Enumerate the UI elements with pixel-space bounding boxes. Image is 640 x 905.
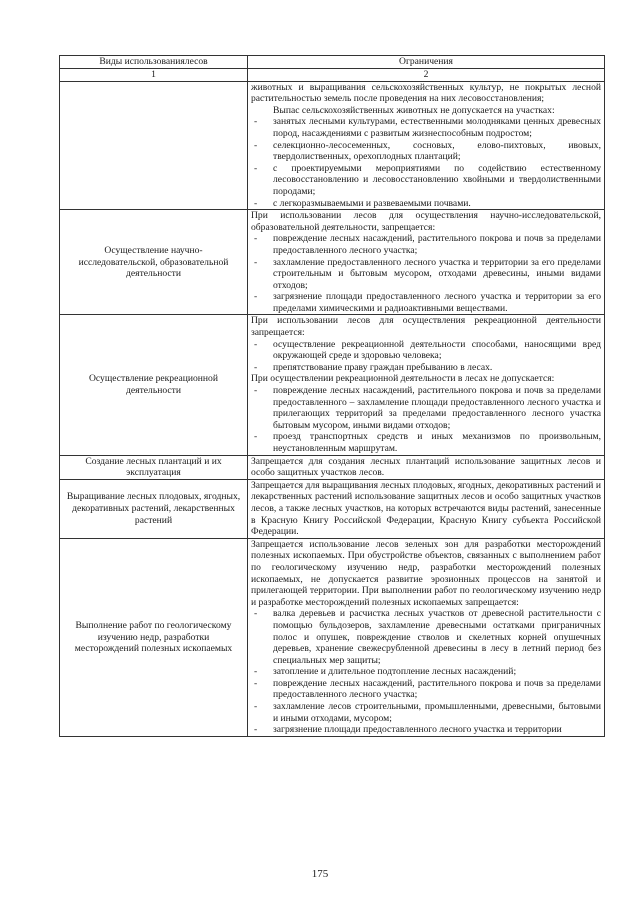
restriction-paragraph: При использовании лесов для осуществления рекреационной деятельности запрещается:: [251, 315, 601, 339]
table-header-row: [60, 56, 605, 69]
list-item: [251, 163, 601, 198]
list-item-text: селекционно-лесосеменных, сосновых, елово-пихтовых, ивовых, твердолиственных, орехоплодных плантаций;: [273, 139, 601, 163]
list-item: [251, 666, 601, 678]
column-number-row: [60, 69, 605, 82]
list-item: [251, 116, 601, 139]
bullet-dash: -: [254, 233, 258, 245]
bullet-dash: -: [254, 385, 258, 397]
restriction-list: [251, 385, 601, 455]
list-item: [251, 291, 601, 314]
usage-type-cell: Создание лесных плантаций и их эксплуатация: [60, 455, 248, 479]
list-item-text: с проектируемыми мероприятиями по содействию естественному лесовосстановлению и лесовосстановлению хвойными и твердолиственными породами;: [273, 162, 601, 197]
list-item-text: занятых лесными культурами, естественными молодняками ценных древесных пород, насаждениями с развитым жизнеспособным подростом;: [273, 116, 601, 139]
list-item-text: валка деревьев и расчистка лесных участков от древесной растительности с помощью бульдозеров, захламление древесными остатками приграничных полос и опушек, повреждение стволов и скелетных корней опушечных деревьев, хранение свежесрубленной древесины в лесу в летний период без специальных мер защиты;: [273, 608, 601, 666]
list-item: [251, 385, 601, 431]
list-item-text: с легкоразмываемыми и развеваемыми почвами.: [273, 197, 471, 209]
restrictions-cell: [248, 479, 605, 538]
restriction-list: [251, 116, 601, 209]
list-item: [251, 339, 601, 362]
bullet-dash: -: [254, 677, 258, 689]
bullet-dash: -: [254, 431, 258, 443]
usage-type-cell: Выполнение работ по геологическому изучению недр, разработки месторождений полезных ископаемых: [60, 538, 248, 736]
restriction-paragraph: Выпас сельскохозяйственных животных не допускается на участках:: [273, 104, 555, 116]
header-restrictions: Ограничения: [248, 56, 605, 69]
restrictions-cell: [248, 81, 605, 210]
restrictions-cell: [248, 315, 605, 455]
bullet-dash: -: [254, 256, 258, 268]
column-number-1: 1: [60, 69, 248, 82]
list-item-text: повреждение лесных насаждений, растительного покрова и почв за пределами предоставленного лесного участка;: [273, 677, 601, 701]
restriction-paragraph: При осуществлении рекреационной деятельности в лесах не допускается:: [251, 373, 555, 385]
list-item-text: загрязнение площади предоставленного лесного участка и территории за его пределами химическими и радиоактивными веществами.: [273, 291, 601, 314]
bullet-dash: -: [254, 139, 258, 151]
header-usage-types: Виды использованиялесов: [60, 56, 248, 69]
bullet-dash: -: [254, 291, 258, 303]
usage-type-cell: Выращивание лесных плодовых, ягодных, декоративных растений, лекарственных растений: [60, 479, 248, 538]
bullet-dash: -: [254, 197, 258, 209]
list-item: [251, 431, 601, 454]
list-item: [251, 198, 601, 210]
restriction-paragraph: Запрещается для выращивания лесных плодовых, ягодных, декоративных растений и лекарственных растений использование защитных лесов и особо защитных участков лесов, а также лесных участков, на которых встречаются виды растений, занесенные в Красную Книгу Российской Федерации, Красную Книгу субъекта Российской Федерации.: [251, 479, 601, 538]
usage-type-cell: Осуществление рекреационной деятельности: [60, 315, 248, 455]
restriction-paragraph: Запрещается для создания лесных плантаций использование защитных лесов и особо защитных участков лесов.: [251, 455, 601, 479]
bullet-dash: -: [254, 361, 258, 373]
restriction-paragraph: животных и выращивания сельскохозяйственных культур, не покрытых лесной растительностью земель после проведения на них лесовосстановления;: [251, 81, 601, 105]
restriction-list: [251, 339, 601, 374]
bullet-dash: -: [254, 338, 258, 350]
restrictions-table: [59, 55, 605, 737]
table-row: [60, 81, 605, 210]
bullet-dash: -: [254, 724, 258, 736]
list-item: [251, 257, 601, 292]
table-row: [60, 315, 605, 455]
table-row: [60, 210, 605, 315]
list-item: [251, 701, 601, 724]
list-item-text: препятствование праву граждан пребыванию в лесах.: [273, 361, 493, 373]
list-item: [251, 233, 601, 256]
restriction-paragraph: При использовании лесов для осуществления научно-исследовательской, образовательной деятельности, запрещается:: [251, 210, 601, 233]
list-item-text: затопление и длительное подтопление лесных насаждений;: [273, 666, 517, 678]
restrictions-cell: [248, 538, 605, 736]
list-item-text: повреждение лесных насаждений, растительного покрова и почв за пределами предоставленного – захламление площади предоставленного лесного участка и прилегающих территорий за пределами предоставленного лесного участка бытовым мусором, иными видами отходов;: [273, 385, 601, 431]
list-item-text: захламление предоставленного лесного участка и территории за его пределами строительным и бытовым мусором, отходами древесины, иными видами отходов;: [273, 256, 601, 291]
usage-type-cell: [60, 81, 248, 210]
list-item: [251, 140, 601, 163]
restriction-list: [251, 233, 601, 314]
column-number-2: 2: [248, 69, 605, 82]
list-item-text: осуществление рекреационной деятельности способами, наносящими вред окружающей среде и здоровью человека;: [273, 338, 601, 362]
bullet-dash: -: [254, 666, 258, 678]
list-item-text: захламление лесов строительными, промышленными, древесными, бытовыми и иными отходами, мусором;: [273, 701, 601, 724]
page-number: 175: [311, 868, 329, 880]
list-item: [251, 678, 601, 701]
restriction-list: [251, 608, 601, 736]
restrictions-cell: [248, 455, 605, 479]
table-body: [60, 56, 605, 737]
list-item: [251, 608, 601, 666]
list-item-text: загрязнение площади предоставленного лесного участка и территории: [273, 724, 562, 736]
restrictions-cell: [248, 210, 605, 315]
restriction-paragraph: Запрещается использование лесов зеленых зон для разработки месторождений полезных ископаемых. При обустройстве объектов, связанных с выполнением работ по геологическому изучению недр, разработки месторождений полезных ископаемых, не допускается развитие эрозионных процессов на занятой и прилегающей территории. При выполнении работ по геологическому изучению недр и разработке месторождений полезных ископаемых запрещается:: [251, 538, 601, 608]
bullet-dash: -: [254, 162, 258, 174]
table-row: [60, 455, 605, 479]
list-item-text: проезд транспортных средств и иных механизмов по произвольным, неустановленным маршрутам.: [273, 431, 601, 454]
table-row: [60, 538, 605, 736]
bullet-dash: -: [254, 116, 258, 128]
usage-type-cell: Осуществление научно-исследовательской, образовательной деятельности: [60, 210, 248, 315]
table-row: [60, 479, 605, 538]
list-item: [251, 362, 601, 374]
bullet-dash: -: [254, 608, 258, 620]
bullet-dash: -: [254, 701, 258, 713]
list-item: [251, 724, 601, 736]
list-item-text: повреждение лесных насаждений, растительного покрова и почв за пределами предоставленного лесного участка;: [273, 233, 601, 256]
